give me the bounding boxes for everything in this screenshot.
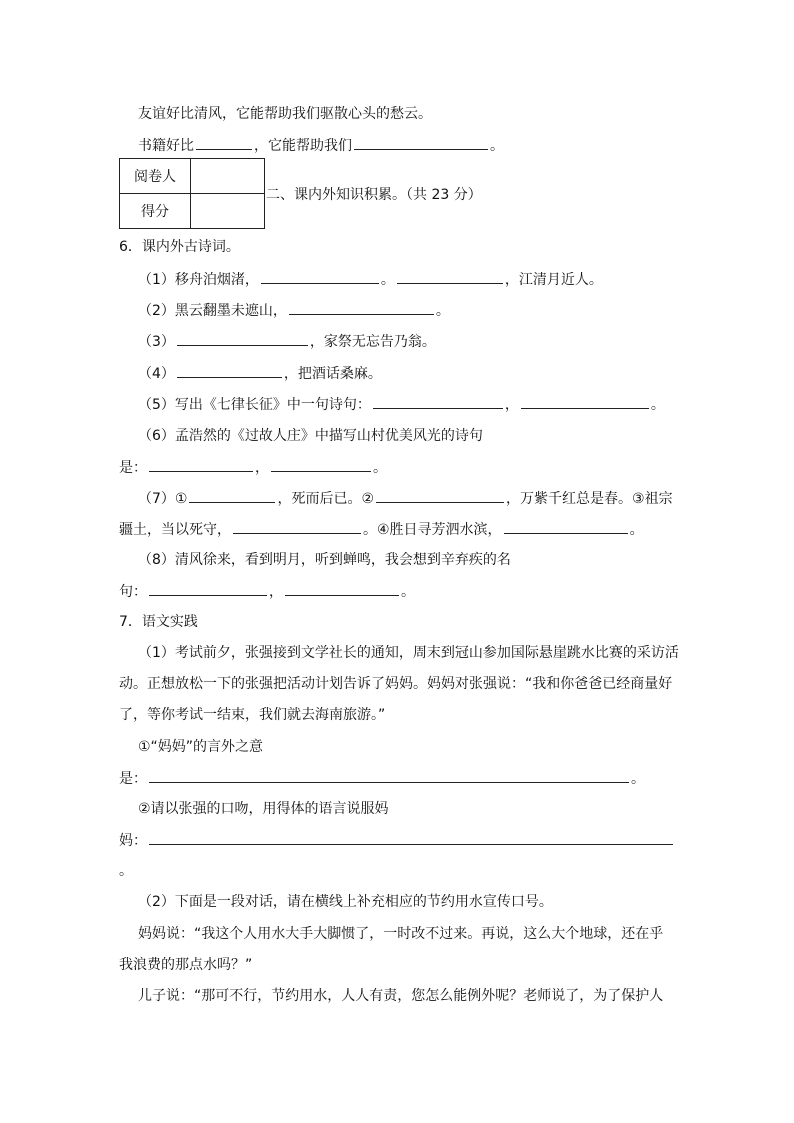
answer-blank[interactable] [285, 581, 399, 596]
q7-mom-line1: 妈妈说：“我这个人用水大手大脚惯了，一时改不过来。再说，这么大个地球，还在乎 [138, 926, 664, 942]
answer-blank[interactable] [373, 394, 503, 409]
books-text-b: ，它能帮助我们 [254, 138, 352, 154]
intro-books-line [138, 135, 504, 156]
q7-son-line1: 儿子说：“那可不行，节约用水，人人有责，您怎么能例外呢？老师说了，为了保护人 [138, 988, 664, 1004]
books-text-c: 。 [490, 138, 504, 154]
q7-p1-line2: 动。正想放松一下的张强把活动计划告诉了妈妈。妈妈对张强说：“我和你爸爸已经商量好 [119, 676, 673, 692]
q6-i6-text: ， [255, 460, 269, 476]
q6-item-7 [138, 488, 673, 509]
q7-sub2-answer [119, 830, 675, 851]
q6-i6-text: 。 [373, 460, 387, 476]
q6-i4-text: （4） [138, 366, 175, 382]
answer-blank[interactable] [271, 457, 371, 472]
q7-p1-line3: 了，等你考试一结束，我们就去海南旅游。” [119, 707, 386, 723]
q6-i5-text: （5）写出《七律长征》中一句诗句： [138, 397, 371, 413]
q6-i8-text: ， [269, 584, 283, 600]
q6-i5-text: 。 [650, 397, 665, 413]
answer-blank[interactable] [233, 519, 361, 534]
q7-title: 7．语文实践 [119, 614, 198, 630]
q7-mom-line2: 我浪费的那点水吗？” [119, 957, 253, 973]
q6-i7-text: 。 [629, 522, 644, 538]
q6-item-5 [138, 394, 665, 415]
q6-i4-text: ，把酒话桑麻。 [283, 366, 382, 382]
q6-i1-text: （1）移舟泊烟渚， [138, 272, 259, 288]
q7-p1-line1: （1）考试前夕，张强接到文学社长的通知，周末到冠山参加国际悬崖跳水比赛的采访活 [138, 645, 679, 661]
q6-i7-text: 。④胜日寻芳泗水滨， [363, 522, 502, 538]
q6-item-8: （8）清风徐来，看到明月，听到蝉鸣，我会想到辛弃疾的名 [138, 552, 511, 568]
q6-item-1 [138, 269, 603, 290]
q6-i6-text: 是： [119, 460, 147, 476]
q6-item-7-cont [119, 519, 644, 540]
answer-blank[interactable] [149, 768, 629, 783]
reader-label: 阅卷人 [120, 159, 191, 194]
q6-title: 6．课内外古诗词。 [119, 239, 240, 255]
score-field[interactable] [191, 194, 265, 229]
q6-i7-text: 疆土，当以死守， [119, 522, 231, 538]
q6-i7-text: ，死而后已。② [277, 491, 375, 507]
q7-sub2-prompt: ②请以张强的口吻，用得体的语言说服妈 [138, 801, 389, 817]
intro-friendship: 友谊好比清风，它能帮助我们驱散心头的愁云。 [138, 106, 432, 122]
q6-i7-text: ，万紫千红总是春。③祖宗 [506, 491, 673, 507]
q6-item-3 [138, 331, 436, 352]
q7-sub1-prompt: ①“妈妈”的言外之意 [138, 739, 264, 755]
answer-blank[interactable] [149, 830, 673, 845]
answer-blank[interactable] [196, 135, 252, 150]
q7-s2-text: 妈： [119, 833, 147, 849]
answer-blank[interactable] [397, 269, 503, 284]
score-table [119, 158, 265, 229]
q6-i8-text: 句： [119, 584, 147, 600]
answer-blank[interactable] [354, 135, 488, 150]
q7-p2: （2）下面是一段对话，请在横线上补充相应的节约用水宣传口号。 [138, 894, 553, 910]
q6-i2-text: 。 [435, 303, 450, 319]
answer-blank[interactable] [177, 331, 308, 346]
answer-blank[interactable] [504, 519, 628, 534]
answer-blank[interactable] [149, 457, 253, 472]
books-text-a: 书籍好比 [138, 138, 194, 154]
answer-blank[interactable] [189, 488, 275, 503]
answer-blank[interactable] [521, 394, 649, 409]
q6-i5-text: ， [504, 397, 519, 413]
answer-blank[interactable] [261, 269, 379, 284]
answer-blank[interactable] [177, 363, 282, 378]
q7-s1-text: 。 [631, 771, 645, 787]
q7-sub1-answer [119, 768, 645, 789]
q6-i2-text: （2）黑云翻墨未遮山， [138, 303, 287, 319]
q6-i3-text: （3） [138, 334, 175, 350]
q7-s1-text: 是： [119, 771, 147, 787]
q6-item-2 [138, 300, 450, 321]
score-label: 得分 [120, 194, 191, 229]
q6-i1-text: ，江清月近人。 [504, 272, 603, 288]
q6-i8-text: 。 [401, 584, 415, 600]
q6-i7-text: （7）① [138, 491, 188, 507]
reader-field[interactable] [191, 159, 265, 194]
answer-blank[interactable] [149, 581, 267, 596]
q6-i3-text: ，家祭无忘告乃翁。 [309, 334, 436, 350]
q6-item-6: （6）孟浩然的《过故人庄》中描写山村优美风光的诗句 [138, 428, 483, 444]
q6-item-6-answer [119, 457, 387, 478]
q6-i1-text: 。 [380, 272, 395, 288]
answer-blank[interactable] [376, 488, 504, 503]
q6-item-8-answer [119, 581, 415, 602]
q7-sub2-end: 。 [119, 863, 133, 879]
answer-blank[interactable] [289, 300, 434, 315]
section2-title: 二、课内外知识积累。（共 23 分） [266, 187, 482, 203]
q6-item-4 [138, 363, 382, 384]
